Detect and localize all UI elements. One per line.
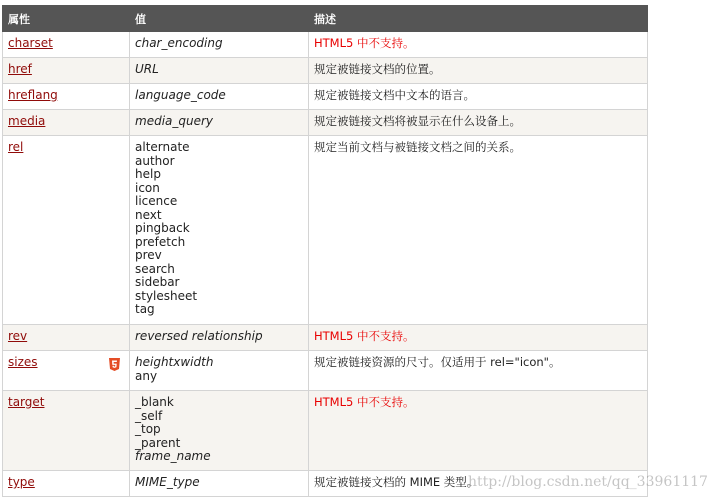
- attribute-link-charset[interactable]: charset: [8, 36, 53, 50]
- value-item: alternate: [135, 140, 190, 154]
- unsupported-note: HTML5 中不支持。: [314, 395, 415, 409]
- table-row: [3, 32, 648, 58]
- value-item: search: [135, 261, 175, 276]
- value-item: frame_name: [135, 449, 211, 463]
- value-item: _blank: [135, 395, 174, 409]
- value-item: _parent: [135, 435, 181, 450]
- attribute-cell: [3, 32, 130, 58]
- attribute-link-sizes[interactable]: sizes: [8, 355, 38, 369]
- value-item: prev: [135, 248, 162, 262]
- description-cell: [309, 325, 648, 351]
- value-item: author: [135, 153, 175, 168]
- table-row: [3, 110, 648, 136]
- value-item: tag: [135, 302, 155, 316]
- description-cell: [309, 84, 648, 110]
- value-item: sidebar: [135, 275, 180, 289]
- attribute-link-href[interactable]: href: [8, 62, 32, 76]
- description-cell: [309, 136, 648, 325]
- table-row: [3, 58, 648, 84]
- description-cell: [309, 351, 648, 391]
- table-row: [3, 325, 648, 351]
- attribute-link-rel[interactable]: rel: [8, 140, 24, 154]
- value-cell: [130, 471, 309, 497]
- value-item: licence: [135, 194, 178, 208]
- attribute-link-hreflang[interactable]: hreflang: [8, 88, 58, 102]
- value-item: icon: [135, 180, 160, 195]
- header-attribute: 属性: [3, 6, 130, 32]
- value-cell: [130, 351, 309, 391]
- attribute-link-target[interactable]: target: [8, 395, 45, 409]
- value-item: any: [135, 368, 158, 383]
- description-text: 规定当前文档与被链接文档之间的关系。: [314, 140, 521, 154]
- html5-shield-icon: [109, 358, 120, 371]
- description-text: 规定被链接文档将被显示在什么设备上。: [314, 114, 521, 128]
- value-item: prefetch: [135, 234, 186, 249]
- value-item: URL: [135, 62, 159, 76]
- watermark: http://blog.csdn.net/qq_33961117: [468, 474, 708, 490]
- value-item: reversed relationship: [135, 329, 263, 343]
- value-item: MIME_type: [135, 475, 200, 489]
- link-attributes-table: [2, 5, 648, 497]
- table-row: [3, 351, 648, 391]
- description-text: 规定被链接资源的尺寸。仅适用于 rel="icon"。: [314, 355, 561, 369]
- attribute-link-type[interactable]: type: [8, 475, 35, 489]
- description-cell: [309, 58, 648, 84]
- value-item: language_code: [135, 88, 226, 102]
- value-cell: [130, 325, 309, 351]
- attribute-link-rev[interactable]: rev: [8, 329, 28, 343]
- value-cell: [130, 110, 309, 136]
- attribute-cell: [3, 110, 130, 136]
- value-item: stylesheet: [135, 288, 198, 303]
- table-row: [3, 136, 648, 325]
- description-text: 规定被链接文档的 MIME 类型。: [314, 475, 479, 489]
- header-value: 值: [130, 6, 309, 32]
- description-cell: [309, 471, 648, 497]
- value-item: next: [135, 207, 162, 222]
- attribute-cell: [3, 351, 130, 391]
- description-text: 规定被链接文档中文本的语言。: [314, 88, 475, 102]
- unsupported-note: HTML5 中不支持。: [314, 36, 415, 50]
- value-item: pingback: [135, 221, 190, 235]
- attribute-cell: [3, 84, 130, 110]
- attribute-cell: [3, 471, 130, 497]
- value-cell: [130, 391, 309, 471]
- value-item: _self: [135, 408, 163, 423]
- table-row: [3, 391, 648, 471]
- value-item: media_query: [135, 114, 214, 128]
- description-cell: [309, 110, 648, 136]
- attribute-cell: [3, 391, 130, 471]
- value-cell: [130, 84, 309, 110]
- attribute-cell: [3, 58, 130, 84]
- value-item: _top: [135, 422, 161, 436]
- table-row: [3, 84, 648, 110]
- description-text: 规定被链接文档的位置。: [314, 62, 441, 76]
- description-cell: [309, 391, 648, 471]
- value-cell: [130, 136, 309, 325]
- attribute-link-media[interactable]: media: [8, 114, 46, 128]
- value-item: help: [135, 167, 161, 181]
- header-description: 描述: [309, 6, 648, 32]
- description-cell: [309, 32, 648, 58]
- value-item: char_encoding: [135, 36, 223, 50]
- table-row: [3, 471, 648, 497]
- value-cell: [130, 32, 309, 58]
- unsupported-note: HTML5 中不支持。: [314, 329, 415, 343]
- table-header-row: [3, 6, 648, 32]
- attribute-cell: [3, 136, 130, 325]
- value-item: heightxwidth: [135, 355, 214, 369]
- value-cell: [130, 58, 309, 84]
- attribute-cell: [3, 325, 130, 351]
